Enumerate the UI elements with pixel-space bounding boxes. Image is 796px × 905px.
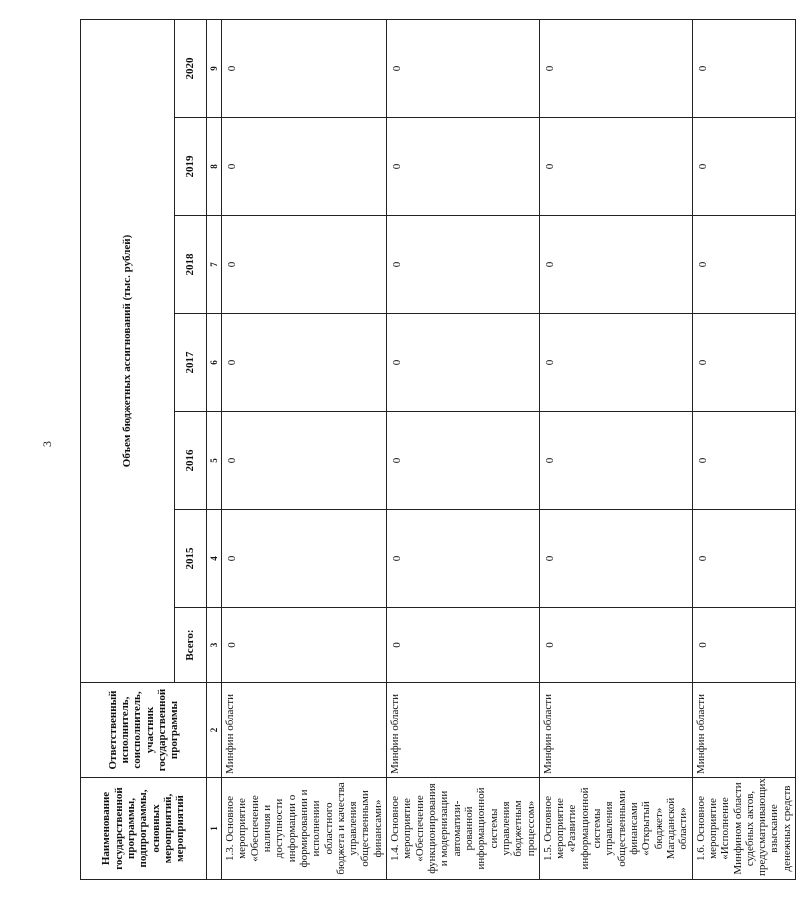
value-2017: 0 <box>387 314 540 412</box>
value-2017: 0 <box>692 314 796 412</box>
column-index: 9 <box>207 19 222 117</box>
value-2016: 0 <box>222 412 387 510</box>
activity-name: 1.5. Основное мероприятие «Развитие информационной системы управления общественными финансами «Открытый бюджет» Магаданской области» <box>539 778 692 880</box>
column-index: 1 <box>207 778 222 880</box>
value-2019: 0 <box>387 118 540 216</box>
value-2019: 0 <box>222 118 387 216</box>
value-2020: 0 <box>222 19 387 117</box>
header-responsible: Ответственный исполнитель, соисполнитель, участник государственной программы <box>81 683 207 778</box>
activity-name: 1.4. Основное мероприятие «Обеспечение функционирования и модернизации автоматизи-рованной информационной системы управления бюджетным процессом» <box>387 778 540 880</box>
header-year: 2015 <box>175 510 207 608</box>
budget-table <box>80 19 796 880</box>
value-2018: 0 <box>539 216 692 314</box>
value-total: 0 <box>387 608 540 683</box>
column-index: 6 <box>207 314 222 412</box>
value-total: 0 <box>222 608 387 683</box>
value-2018: 0 <box>387 216 540 314</box>
value-2018: 0 <box>222 216 387 314</box>
page-number: 3 <box>40 441 54 447</box>
table-row <box>387 19 540 879</box>
activity-name: 1.6. Основное мероприятие «Исполнение Минфином области судебных актов, предусматривающих взыскание денежных средств <box>692 778 796 880</box>
value-total: 0 <box>539 608 692 683</box>
value-2015: 0 <box>692 510 796 608</box>
activity-name: 1.3. Основное мероприятие «Обеспечение наличия и доступности информации о формировании и исполнении областного бюджета и качества управления общественными финансами» <box>222 778 387 880</box>
column-index: 7 <box>207 216 222 314</box>
column-index: 5 <box>207 412 222 510</box>
responsible-executor: Минфин области <box>387 683 540 778</box>
column-index: 2 <box>207 683 222 778</box>
responsible-executor: Минфин области <box>539 683 692 778</box>
header-budget-group: Объем бюджетных ассигнований (тыс. рублей) <box>81 19 175 682</box>
header-name: Наименование государственной программы, подпрограммы, основных мероприятий, мероприятий <box>81 778 207 880</box>
header-year: 2020 <box>175 19 207 117</box>
value-2017: 0 <box>539 314 692 412</box>
table-row <box>539 19 692 879</box>
value-2015: 0 <box>387 510 540 608</box>
rotated-table-container <box>80 20 793 880</box>
value-2015: 0 <box>222 510 387 608</box>
value-2015: 0 <box>539 510 692 608</box>
responsible-executor: Минфин области <box>692 683 796 778</box>
header-total: Всего: <box>175 608 207 683</box>
table-row <box>222 19 387 879</box>
column-index-row <box>207 19 222 879</box>
table-row <box>692 19 796 879</box>
value-2016: 0 <box>692 412 796 510</box>
value-2016: 0 <box>539 412 692 510</box>
value-2020: 0 <box>692 19 796 117</box>
header-year: 2018 <box>175 216 207 314</box>
value-2020: 0 <box>387 19 540 117</box>
value-2020: 0 <box>539 19 692 117</box>
column-index: 4 <box>207 510 222 608</box>
header-year: 2019 <box>175 118 207 216</box>
column-index: 8 <box>207 118 222 216</box>
value-2017: 0 <box>222 314 387 412</box>
responsible-executor: Минфин области <box>222 683 387 778</box>
header-year: 2017 <box>175 314 207 412</box>
value-2018: 0 <box>692 216 796 314</box>
column-index: 3 <box>207 608 222 683</box>
value-2016: 0 <box>387 412 540 510</box>
value-2019: 0 <box>692 118 796 216</box>
value-total: 0 <box>692 608 796 683</box>
header-year: 2016 <box>175 412 207 510</box>
value-2019: 0 <box>539 118 692 216</box>
